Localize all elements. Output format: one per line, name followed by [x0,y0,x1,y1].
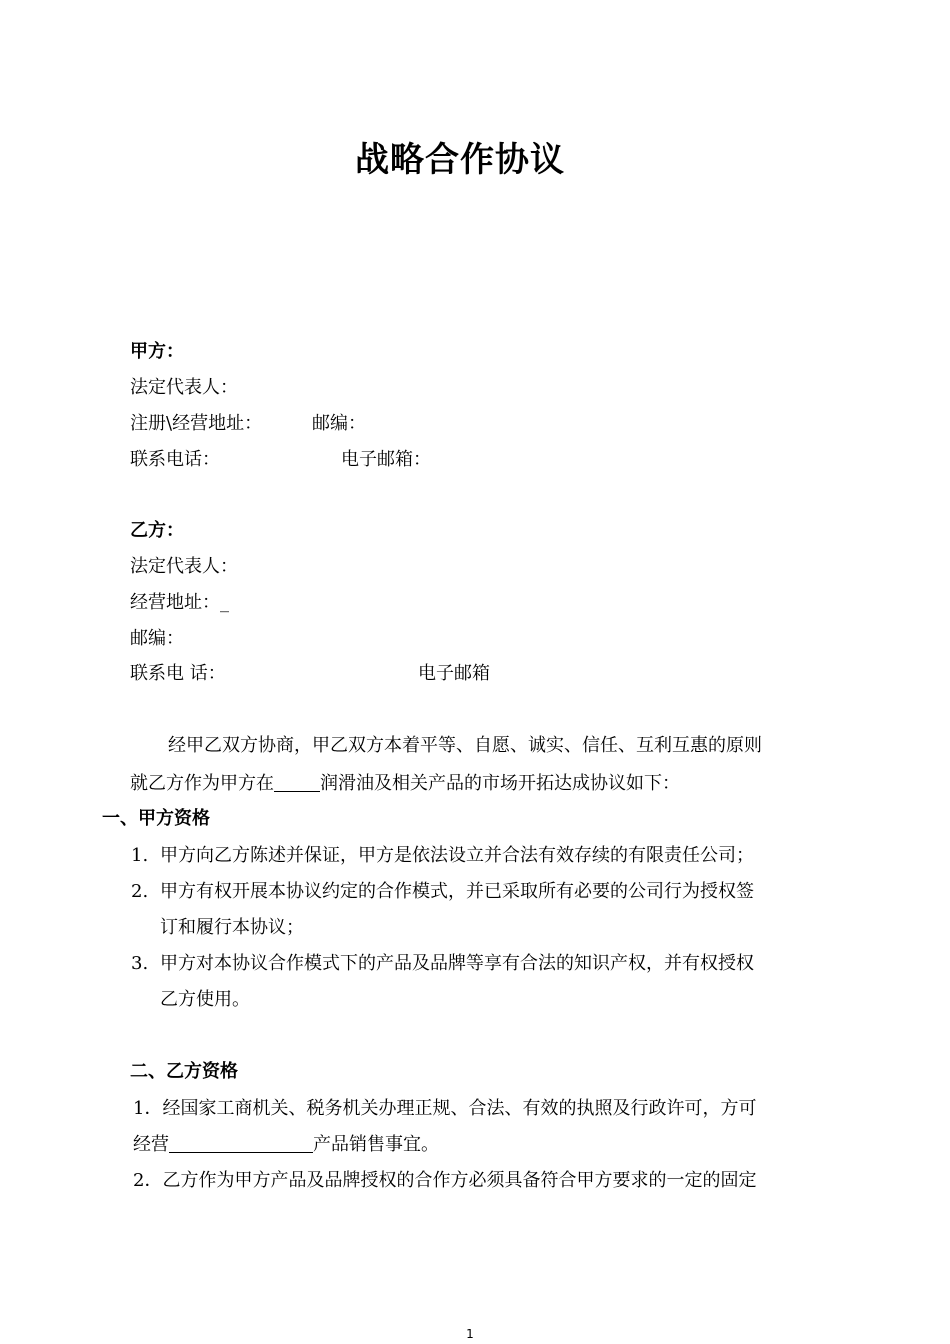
section-1-item-2-text: 甲方有权开展本协议约定的合作模式，并已采取所有必要的公司行为授权签 [160,881,754,902]
party-b-heading: 乙方： [130,520,184,541]
section-2-heading: 二、乙方资格 [130,1061,238,1082]
section-1-item-1-num: 1. [131,845,149,866]
intro-line-2-prefix: 就乙方作为甲方在 [130,773,274,794]
party-b-legal-rep: 法定代表人： [130,556,238,577]
party-a-heading: 甲方： [130,341,184,362]
document-title: 战略合作协议 [355,140,565,180]
party-b-phone: 联系电 话： [130,663,226,684]
party-b-address: 经营地址：_ [130,592,229,613]
party-a-address: 注册\经营地址： [130,413,263,434]
party-a-legal-rep: 法定代表人： [130,377,238,398]
section-1-item-2-num: 2. [131,881,149,902]
section-1-item-2-text-cont: 订和履行本协议； [160,917,304,938]
section-1-item-3-text-cont: 乙方使用。 [160,989,250,1010]
section-1-item-3-text: 甲方对本协议合作模式下的产品及品牌等享有合法的知识产权，并有权授权 [160,953,754,974]
section-2-item-2-text: 2．乙方作为甲方产品及品牌授权的合作方必须具备符合甲方要求的一定的固定 [133,1170,757,1191]
section-2-item-1-text: 1．经国家工商机关、税务机关办理正规、合法、有效的执照及行政许可，方可 [133,1098,757,1119]
section-1-heading: 一、甲方资格 [102,808,210,829]
section-1-item-1-text: 甲方向乙方陈述并保证，甲方是依法设立并合法有效存续的有限责任公司； [160,845,754,866]
party-a-postcode: 邮编： [312,413,366,434]
party-b-postcode: 邮编： [130,628,184,649]
party-b-email: 电子邮箱 [418,663,490,684]
section-2-item-1-suffix: 产品销售事宜。 [313,1134,439,1155]
intro-line-2-suffix: 润滑油及相关产品的市场开拓达成协议如下： [320,773,680,794]
fill-in-blank [169,1134,313,1153]
party-a-phone: 联系电话： [130,449,220,470]
page-number: 1 [466,1327,474,1341]
section-1-item-3-num: 3. [131,953,149,974]
section-2-item-1-text-cont [133,1133,439,1157]
intro-line-2 [130,772,680,796]
party-a-email: 电子邮箱： [341,449,431,470]
intro-line-1: 经甲乙双方协商，甲乙双方本着平等、自愿、诚实、信任、互利互惠的原则 [168,735,762,756]
section-2-item-1-prefix: 经营 [133,1134,169,1155]
fill-in-blank [274,773,320,792]
